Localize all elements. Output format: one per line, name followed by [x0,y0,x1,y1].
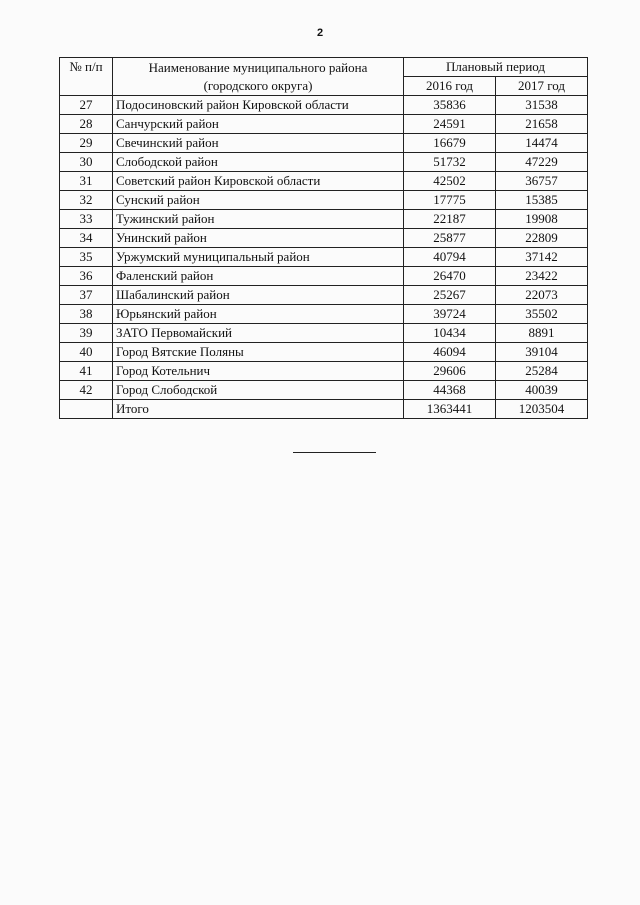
row-name: Унинский район [113,229,404,248]
row-number: 33 [60,210,113,229]
row-number: 27 [60,96,113,115]
budget-table [59,57,588,419]
row-2017: 23422 [496,267,588,286]
table-row [60,191,588,210]
table-row [60,362,588,381]
page-number: 2 [316,27,324,39]
row-2017: 35502 [496,305,588,324]
row-name: Город Вятские Поляны [113,343,404,362]
row-2016: 24591 [404,115,496,134]
row-2016: 17775 [404,191,496,210]
table-row [60,324,588,343]
header-year-2017: 2017 год [496,77,588,96]
row-number: 37 [60,286,113,305]
table-body [60,96,588,400]
row-name: Юрьянский район [113,305,404,324]
total-row [60,400,588,419]
table-row [60,381,588,400]
row-name: Советский район Кировской области [113,172,404,191]
row-number: 32 [60,191,113,210]
row-2016: 44368 [404,381,496,400]
row-2016: 29606 [404,362,496,381]
row-name: Уржумский муниципальный район [113,248,404,267]
row-number: 35 [60,248,113,267]
row-name: Подосиновский район Кировской области [113,96,404,115]
row-2017: 8891 [496,324,588,343]
row-2017: 31538 [496,96,588,115]
row-number: 28 [60,115,113,134]
table-footer [60,400,588,419]
header-row [60,58,588,77]
table-row [60,115,588,134]
total-2016: 1363441 [404,400,496,419]
row-2017: 22809 [496,229,588,248]
header-number: № п/п [60,58,113,96]
header-year-2016: 2016 год [404,77,496,96]
row-2016: 25267 [404,286,496,305]
row-number: 40 [60,343,113,362]
row-name: Свечинский район [113,134,404,153]
table-row [60,248,588,267]
total-label: Итого [113,400,404,419]
row-number: 38 [60,305,113,324]
row-name: Санчурский район [113,115,404,134]
row-2016: 40794 [404,248,496,267]
row-2017: 37142 [496,248,588,267]
row-2016: 42502 [404,172,496,191]
row-number: 42 [60,381,113,400]
row-2016: 35836 [404,96,496,115]
end-divider [293,452,376,453]
row-name: Фаленский район [113,267,404,286]
header-name-line1: Наименование муниципального района [148,59,368,75]
table-row [60,172,588,191]
row-2017: 25284 [496,362,588,381]
row-number: 39 [60,324,113,343]
row-number: 29 [60,134,113,153]
row-name: ЗАТО Первомайский [113,324,404,343]
row-2017: 15385 [496,191,588,210]
row-2017: 39104 [496,343,588,362]
total-2017: 1203504 [496,400,588,419]
table-row [60,210,588,229]
row-2017: 21658 [496,115,588,134]
row-name: Город Котельнич [113,362,404,381]
table-row [60,305,588,324]
row-2016: 16679 [404,134,496,153]
header-name [113,58,404,96]
row-2016: 10434 [404,324,496,343]
row-2016: 46094 [404,343,496,362]
row-2017: 40039 [496,381,588,400]
header-period: Плановый период [404,58,588,77]
row-number: 41 [60,362,113,381]
table-row [60,286,588,305]
row-name: Тужинский район [113,210,404,229]
table-row [60,134,588,153]
row-2016: 51732 [404,153,496,172]
table-row [60,229,588,248]
row-name: Сунский район [113,191,404,210]
table-row [60,343,588,362]
table-row [60,153,588,172]
row-number: 30 [60,153,113,172]
table-header [60,58,588,96]
row-name: Слободской район [113,153,404,172]
row-number: 31 [60,172,113,191]
table-row [60,267,588,286]
row-2017: 47229 [496,153,588,172]
header-name-line2: (городского округа) [203,77,313,93]
row-name: Шабалинский район [113,286,404,305]
table-row [60,96,588,115]
row-2017: 14474 [496,134,588,153]
row-number: 36 [60,267,113,286]
row-2017: 22073 [496,286,588,305]
total-number-cell [60,400,113,419]
row-2016: 22187 [404,210,496,229]
row-name: Город Слободской [113,381,404,400]
row-2016: 26470 [404,267,496,286]
row-number: 34 [60,229,113,248]
row-2017: 19908 [496,210,588,229]
row-2016: 39724 [404,305,496,324]
row-2016: 25877 [404,229,496,248]
row-2017: 36757 [496,172,588,191]
